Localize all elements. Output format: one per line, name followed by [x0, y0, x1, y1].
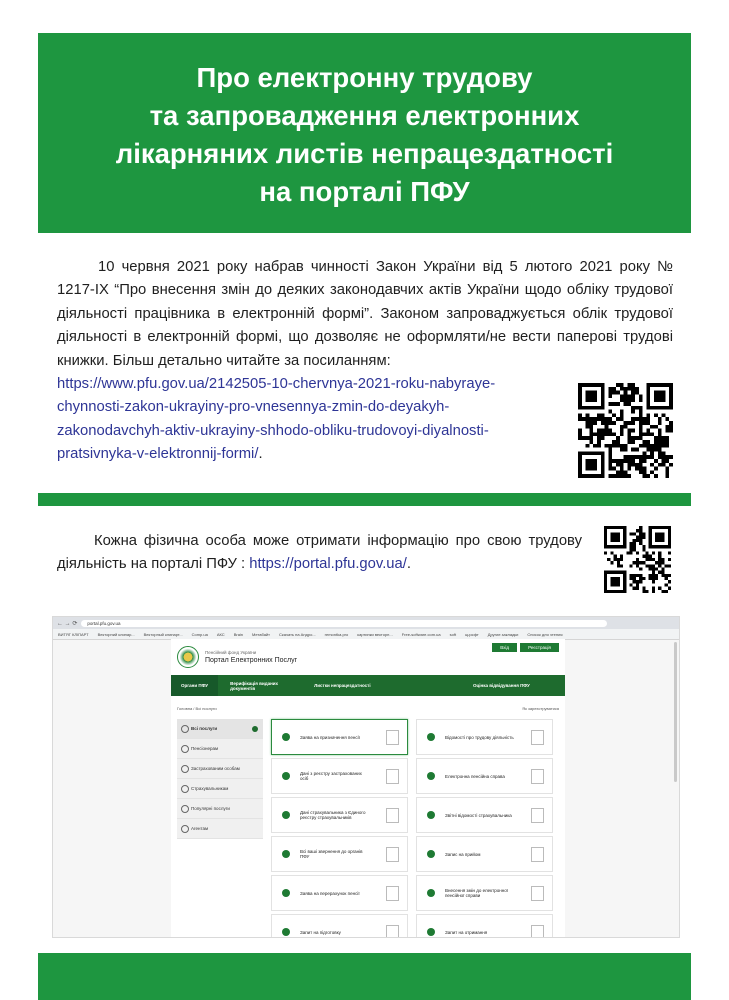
bookmark-item[interactable]: Comp.ua	[191, 631, 208, 637]
document-glyph-icon	[386, 769, 399, 784]
law-link-period: .	[258, 446, 263, 463]
law-link-line-2[interactable]: chynnosti-zakon-ukrayiny-pro-vnesennya-zmin-do-deyakyh-	[57, 399, 450, 416]
bookmark-item[interactable]: Free-software.com.ua	[401, 631, 441, 637]
qr-code-law-icon	[578, 383, 673, 478]
law-link-line-1[interactable]: https://www.pfu.gov.ua/2142505-10-chervnya-2021-roku-nabyraye-	[57, 376, 496, 392]
bookmark-item[interactable]: Список для чтения	[527, 631, 563, 637]
service-card[interactable]	[416, 914, 553, 938]
document-glyph-icon	[386, 886, 399, 901]
bookmark-item[interactable]: Другие закладки	[487, 631, 519, 637]
sidebar-item[interactable]: Всі послуги	[177, 719, 263, 739]
portal-page	[171, 639, 565, 938]
bookmark-item[interactable]: remontka.pro	[324, 631, 349, 637]
service-icon	[427, 772, 435, 780]
service-card-label: Дані страхувальника з Єдиного реєстру страхувальників	[300, 810, 366, 820]
document-glyph-icon	[531, 808, 544, 823]
service-icon	[282, 928, 290, 936]
register-help-link[interactable]: Як зареєструватися	[522, 706, 559, 711]
service-card[interactable]	[271, 914, 408, 938]
service-card[interactable]	[271, 875, 408, 911]
paragraph-law	[57, 256, 673, 373]
service-card-label: Запит на отримання	[445, 929, 488, 935]
document-glyph-icon	[386, 730, 399, 745]
scrollbar[interactable]	[674, 642, 677, 782]
register-button[interactable]: Реєстрація	[520, 643, 559, 652]
service-icon	[427, 928, 435, 936]
service-icon	[282, 772, 290, 780]
document-glyph-icon	[531, 925, 544, 939]
sidebar-item[interactable]: Пенсіонерам	[177, 739, 263, 759]
service-icon	[282, 733, 290, 741]
portal-nav	[171, 675, 565, 696]
document-glyph-icon	[531, 886, 544, 901]
bottom-banner	[38, 953, 691, 1000]
sidebar-item[interactable]: Популярні послуги	[177, 799, 263, 819]
bookmark-item[interactable]: soft	[449, 631, 457, 637]
title-line-1: Про електронну трудову	[196, 62, 533, 93]
portal-header	[171, 639, 565, 675]
service-card[interactable]	[271, 719, 408, 755]
service-card[interactable]	[271, 797, 408, 833]
page-title	[116, 55, 614, 211]
bookmark-item[interactable]: ВИТЯГ КЛІПАРТ	[58, 631, 89, 637]
sidebar-item[interactable]: Агентам	[177, 819, 263, 839]
title-banner	[38, 33, 691, 233]
portal-link-period: .	[406, 556, 412, 573]
title-line-2: та запровадження електронних	[149, 100, 580, 131]
bookmark-item[interactable]: Векторний клипар...	[97, 631, 135, 637]
service-card[interactable]	[416, 797, 553, 833]
service-card-label: Електронна пенсійна справа	[445, 773, 505, 779]
bookmark-item[interactable]: картинки векторн...	[357, 631, 393, 637]
portal-screenshot	[52, 616, 680, 938]
service-icon	[427, 850, 435, 858]
portal-subtitle: Пенсійний фонд України	[205, 650, 257, 655]
service-icon	[282, 850, 290, 858]
document-glyph-icon	[386, 847, 399, 862]
bookmark-item[interactable]: Скачать на Андро...	[279, 631, 316, 637]
bookmark-item[interactable]: Метабайт	[252, 631, 271, 637]
divider-bar	[38, 493, 691, 506]
nav-rating[interactable]: Оцінка відвідування ПФУ	[473, 683, 530, 688]
title-line-4: на порталі ПФУ	[259, 176, 470, 207]
bookmark-item[interactable]: ццчсфт	[465, 631, 479, 637]
service-icon	[427, 811, 435, 819]
login-button[interactable]: Вхід	[492, 643, 517, 652]
service-card-label: Внесення змін до електронної пенсійної справи	[445, 888, 508, 898]
service-card-label: Запис на прийом	[445, 851, 481, 857]
document-glyph-icon	[531, 730, 544, 745]
service-card-label: Дані з реєстру застрахованих осіб	[300, 771, 362, 781]
qr-code-portal-icon	[604, 526, 671, 593]
service-icon	[282, 811, 290, 819]
sidebar-item[interactable]: Застрахованим особам	[177, 759, 263, 779]
bookmark-item[interactable]: АКС	[216, 631, 225, 637]
portal-link[interactable]: https://portal.pfu.gov.ua/	[249, 556, 407, 573]
service-card-label: Заява на перерахунок пенсії	[300, 890, 360, 896]
service-card[interactable]	[416, 875, 553, 911]
service-card-label: Відомості про трудову діяльність	[445, 734, 514, 740]
service-card[interactable]	[416, 719, 553, 755]
document-glyph-icon	[531, 769, 544, 784]
law-link-line-4[interactable]: pratsivnyka-v-elektronnij-formi/	[57, 446, 259, 463]
bookmark-item[interactable]: Векторный клипарт...	[143, 631, 183, 637]
law-link[interactable]	[57, 373, 572, 467]
nav-sick-leave[interactable]: Листки непрацездатності	[314, 683, 371, 688]
paragraph-law-text: 10 червня 2021 року набрав чинності Закон України від 5 лютого 2021 року № 1217-IX “Про внесення змін до деяких законодавчих актів України щодо обліку трудової діяльності працівника в електронній формі”. Законом запроваджується облік трудової діяльності в електронній формі, що дозволяє не оформляти/не вести паперові трудові книжки. Більш детально читайте за посиланням:	[57, 259, 673, 369]
title-line-3: лікарняних листів непрацездатності	[115, 138, 614, 169]
nav-verification[interactable]: Верифікація виданих документів	[230, 680, 279, 691]
service-card-label: Звітні відомості страхувальника	[445, 812, 512, 818]
paragraph-portal-text: Кожна фізична особа може отримати інформацію про свою трудову діяльність на порталі ПФУ :	[57, 533, 582, 573]
services-sidebar	[177, 719, 263, 839]
service-card-label: Заява на призначення пенсії	[300, 734, 360, 740]
breadcrumb[interactable]: Головна / Всі послуги	[177, 706, 217, 711]
address-bar[interactable]: portal.pfu.gov.ua	[81, 620, 607, 627]
service-card[interactable]	[416, 836, 553, 872]
bookmark-item[interactable]: Brain	[233, 631, 244, 637]
service-card[interactable]	[271, 758, 408, 794]
service-card-label: Запит на підготовку	[300, 929, 341, 935]
service-icon	[282, 889, 290, 897]
document-glyph-icon	[386, 925, 399, 939]
law-link-line-3[interactable]: zakonodavchyh-aktiv-ukrayiny-shhodo-obliku-trudovoyi-diyalnosti-	[57, 422, 489, 439]
document-glyph-icon	[531, 847, 544, 862]
pfu-logo-icon	[177, 646, 199, 668]
nav-pfu-bodies[interactable]: Органи ПФУ	[171, 675, 218, 696]
sidebar-item[interactable]: Страхувальникам	[177, 779, 263, 799]
browser-toolbar	[53, 617, 679, 629]
service-icon	[427, 889, 435, 897]
service-card[interactable]	[271, 836, 408, 872]
service-card-label: Всі ваші звернення до органів ПФУ	[300, 849, 363, 859]
service-card[interactable]	[416, 758, 553, 794]
portal-title: Портал Електронних Послуг	[205, 657, 298, 664]
service-icon	[427, 733, 435, 741]
document-glyph-icon	[386, 808, 399, 823]
browser-nav-icons: ← → ⟳	[57, 620, 78, 627]
paragraph-portal	[57, 530, 582, 577]
